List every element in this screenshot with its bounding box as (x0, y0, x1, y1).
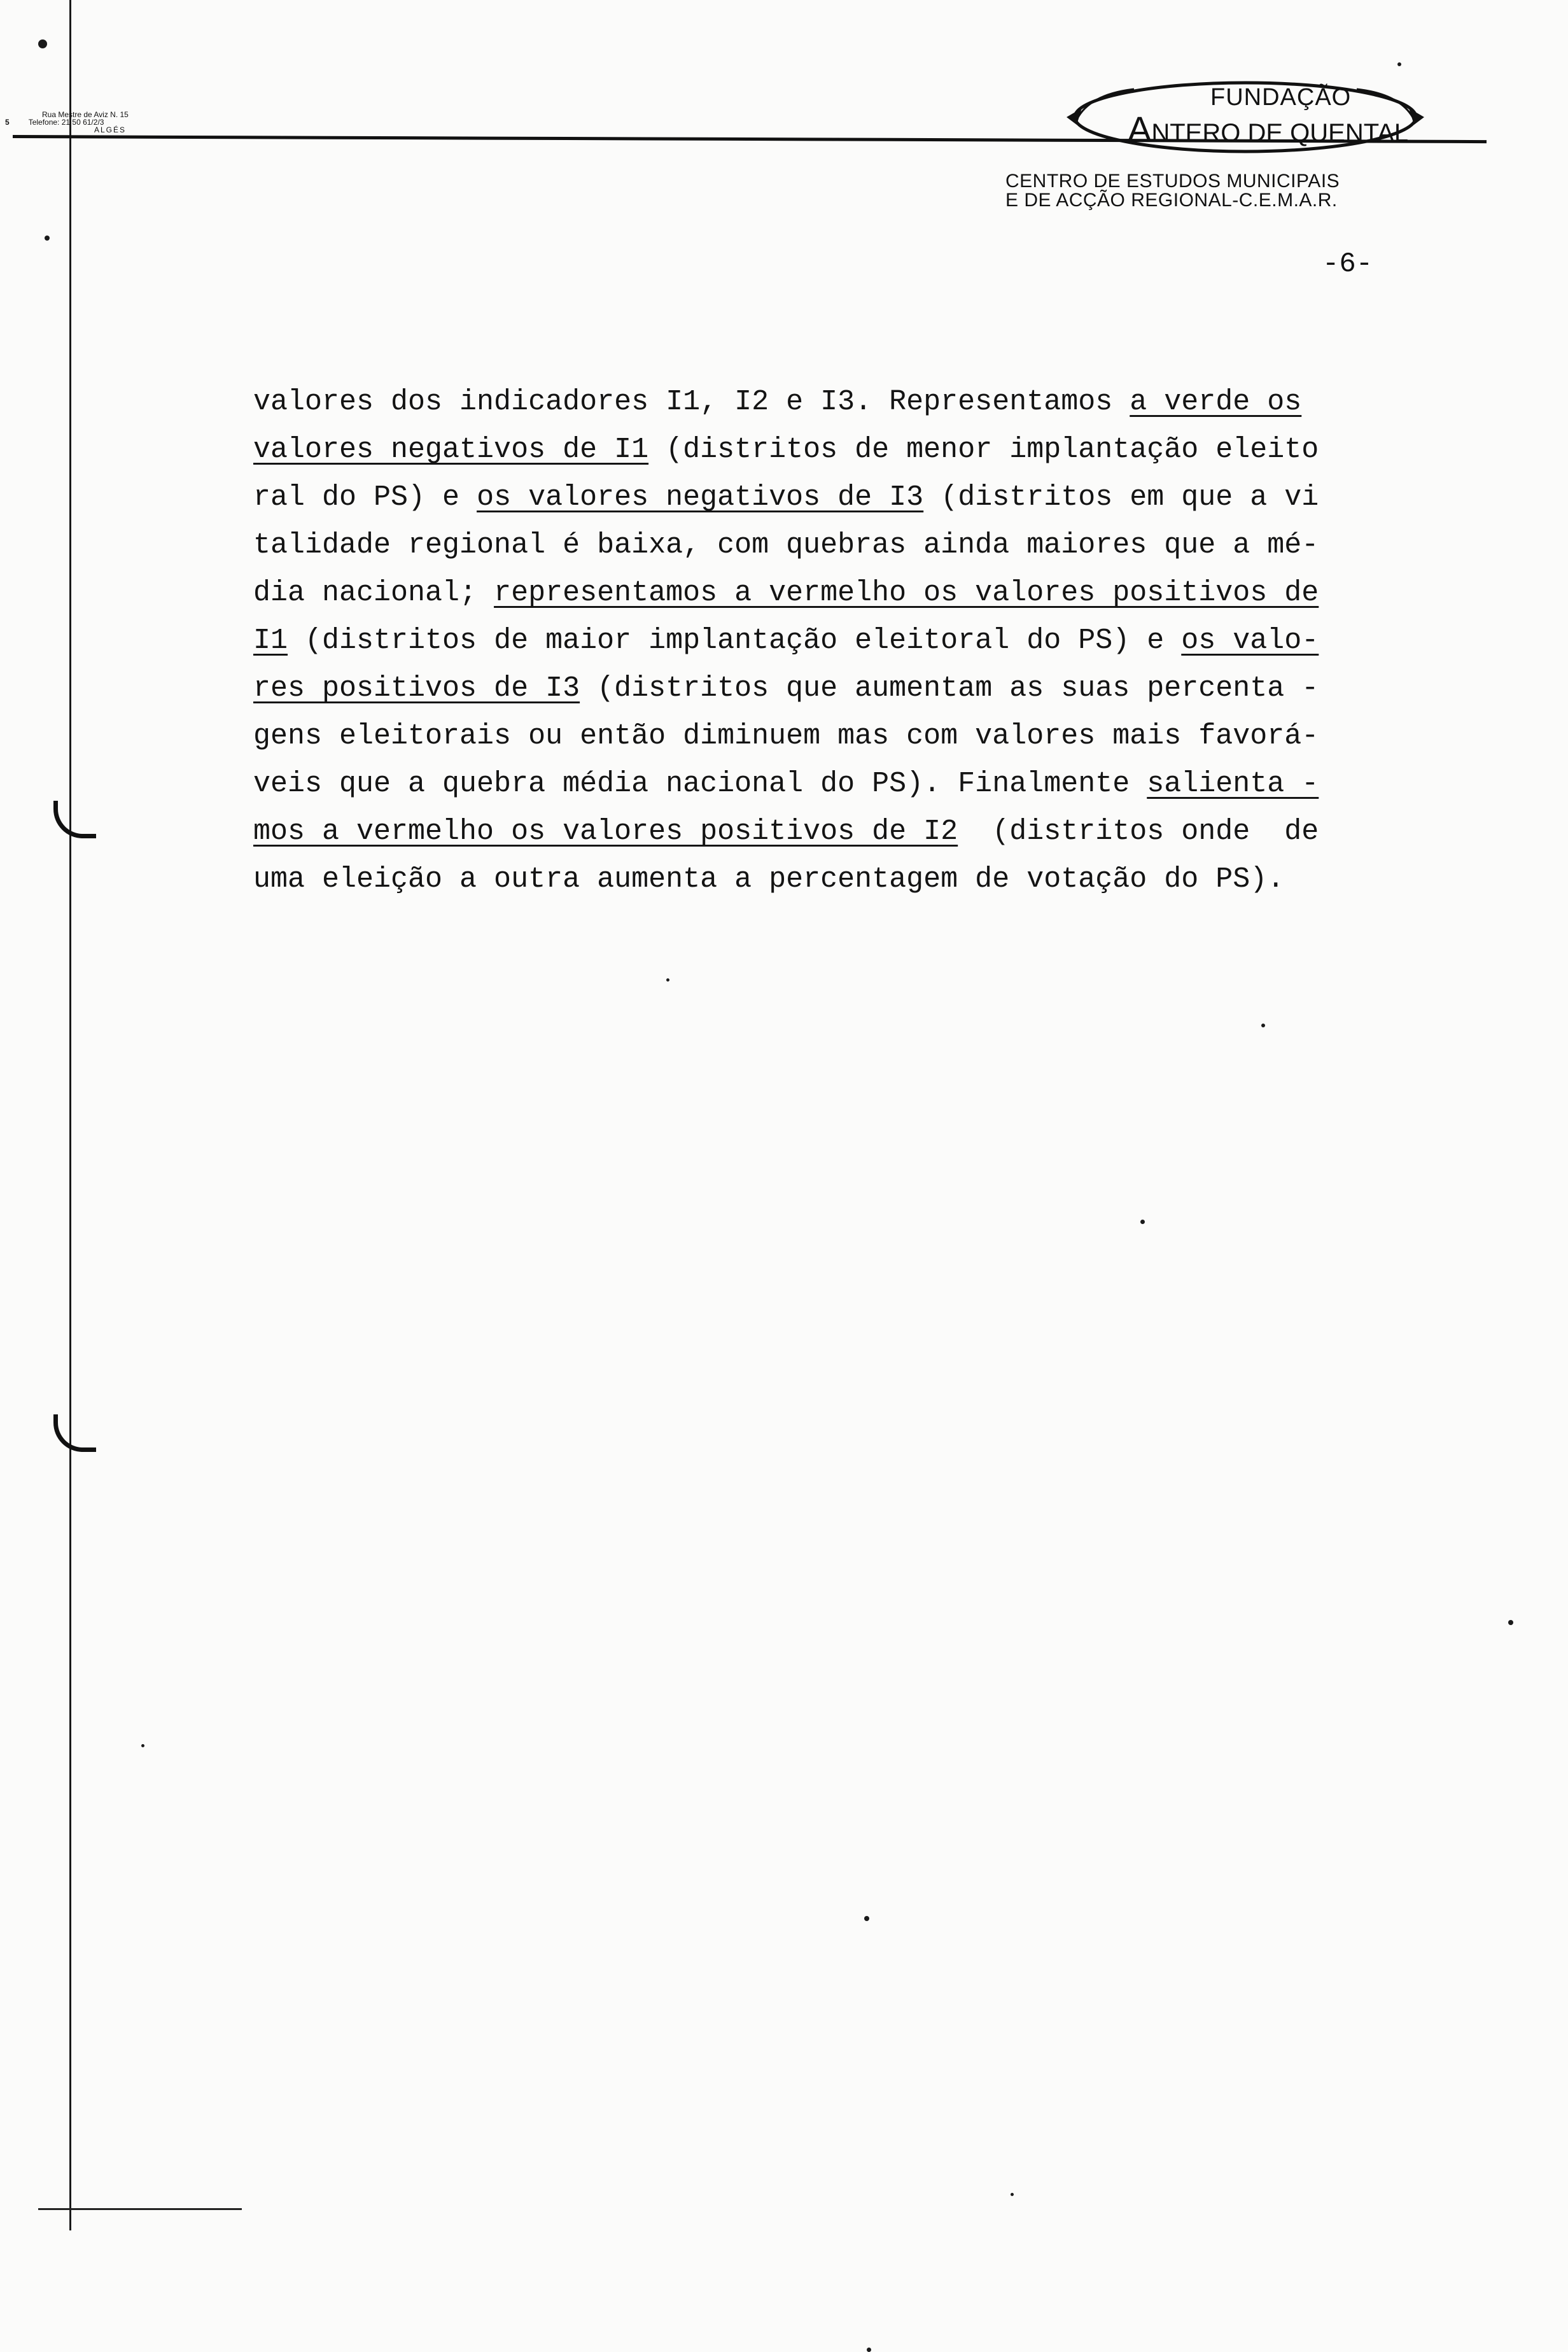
speck (1011, 2193, 1014, 2196)
margin-line (69, 0, 71, 2230)
speck (1261, 1024, 1265, 1027)
text-line: I1 (distritos de maior implantação eleitoral do PS) e os valo- (253, 624, 1319, 657)
address-town: ALGÉS (94, 125, 127, 134)
text-line: mos a vermelho os valores positivos de I2 (distritos onde de (253, 815, 1319, 848)
speck (38, 39, 47, 48)
text-line: veis que a quebra média nacional do PS). Finalmente salienta - (253, 768, 1319, 800)
centre-name-line2: E DE ACÇÃO REGIONAL-C.E.M.A.R. (1005, 190, 1338, 211)
body-paragraph (253, 383, 1450, 908)
foundation-logo (1064, 75, 1427, 155)
text-line: talidade regional é baixa, com quebras ainda maiores que a mé- (253, 529, 1319, 561)
text-line: valores negativos de I1 (distritos de menor implantação eleito (253, 433, 1319, 466)
page-number: -6- (1322, 248, 1373, 280)
text-line: dia nacional; representamos a vermelho os valores positivos de (253, 577, 1319, 609)
logo-foundation-word: FUNDAÇÃO (1210, 84, 1352, 111)
address-block (5, 111, 215, 134)
text-line: ral do PS) e os valores negativos de I3 (distritos em que a vi (253, 481, 1319, 514)
text-line: uma eleição a outra aumenta a percentagem de votação do PS). (253, 863, 1285, 896)
centre-name (1005, 172, 1340, 210)
punch-hole-mark (53, 801, 96, 838)
text-line: gens eleitorais ou então diminuem mas com valores mais favorá- (253, 720, 1319, 752)
speck (867, 2348, 871, 2352)
speck (864, 1916, 869, 1921)
logo-name: ANTERO DE QUENTAL (1128, 109, 1409, 149)
text-line: valores dos indicadores I1, I2 e I3. Representamos a verde os (253, 386, 1302, 418)
address-street: Rua Mestre de Aviz N. 15 (42, 110, 129, 119)
speck (666, 978, 669, 982)
speck (45, 236, 50, 241)
speck (1508, 1620, 1513, 1625)
punch-hole-mark (53, 1414, 96, 1452)
centre-name-line1: CENTRO DE ESTUDOS MUNICIPAIS (1005, 171, 1340, 192)
speck (1140, 1220, 1145, 1224)
speck (1397, 62, 1401, 66)
bottom-rule (38, 2208, 242, 2210)
address-phone: 5 Telefone: 21 50 61/2/3 (5, 118, 104, 127)
text-line: res positivos de I3 (distritos que aumentam as suas percenta - (253, 672, 1319, 705)
speck (141, 1744, 144, 1747)
